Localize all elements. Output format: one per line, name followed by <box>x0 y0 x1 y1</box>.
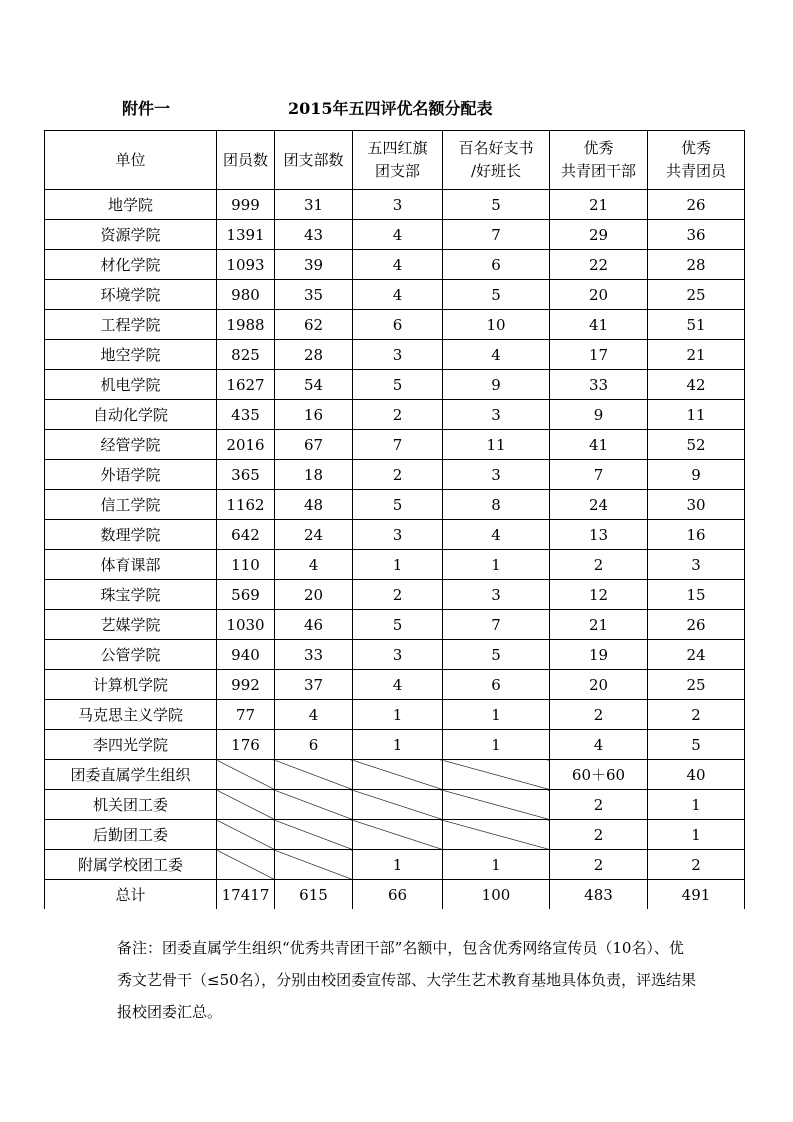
value-cell: 3 <box>353 640 443 670</box>
value-cell: 435 <box>217 400 275 430</box>
value-cell: 52 <box>648 430 745 460</box>
value-cell: 1 <box>353 730 443 760</box>
value-cell: 18 <box>275 460 353 490</box>
table-row <box>45 550 745 580</box>
column-header-line: 团员数 <box>222 150 268 169</box>
value-cell <box>275 790 353 820</box>
value-cell: 999 <box>217 190 275 220</box>
value-cell: 7 <box>443 610 550 640</box>
value-cell <box>217 850 275 880</box>
value-cell: 980 <box>217 280 275 310</box>
table-row <box>45 430 745 460</box>
value-cell: 1 <box>353 550 443 580</box>
value-cell: 1 <box>648 790 745 820</box>
value-cell: 2 <box>648 850 745 880</box>
unit-name-cell: 工程学院 <box>45 310 217 340</box>
table-row <box>45 820 745 850</box>
column-header-line: 百名好支书 <box>458 139 534 157</box>
value-cell: 2 <box>550 550 648 580</box>
column-header <box>45 131 217 190</box>
value-cell: 24 <box>550 490 648 520</box>
value-cell: 825 <box>217 340 275 370</box>
value-cell: 33 <box>550 370 648 400</box>
table-row <box>45 580 745 610</box>
table-row <box>45 280 745 310</box>
value-cell: 110 <box>217 550 275 580</box>
column-header <box>217 131 275 190</box>
value-cell: 4 <box>443 340 550 370</box>
unit-name-cell: 机电学院 <box>45 370 217 400</box>
value-cell: 615 <box>275 880 353 910</box>
unit-name-cell: 团委直属学生组织 <box>45 760 217 790</box>
value-cell: 51 <box>648 310 745 340</box>
value-cell: 1 <box>443 700 550 730</box>
value-cell: 4 <box>275 700 353 730</box>
value-cell: 569 <box>217 580 275 610</box>
value-cell: 24 <box>648 640 745 670</box>
value-cell: 1030 <box>217 610 275 640</box>
unit-name-cell: 计算机学院 <box>45 670 217 700</box>
column-header <box>550 131 648 190</box>
value-cell: 8 <box>443 490 550 520</box>
column-header <box>275 131 353 190</box>
unit-name-cell: 地学院 <box>45 190 217 220</box>
column-header-line: 五四红旗 <box>367 139 428 157</box>
value-cell: 42 <box>648 370 745 400</box>
value-cell: 5 <box>443 280 550 310</box>
value-cell <box>217 760 275 790</box>
table-row <box>45 700 745 730</box>
value-cell: 2 <box>353 460 443 490</box>
unit-name-cell: 附属学校团工委 <box>45 850 217 880</box>
quota-table <box>44 130 745 909</box>
column-header-line: 共青团干部 <box>560 162 636 180</box>
value-cell: 43 <box>275 220 353 250</box>
table-row <box>45 610 745 640</box>
table-row <box>45 730 745 760</box>
value-cell: 992 <box>217 670 275 700</box>
table-row <box>45 760 745 790</box>
table-row <box>45 520 745 550</box>
value-cell: 67 <box>275 430 353 460</box>
value-cell: 5 <box>353 370 443 400</box>
value-cell <box>353 820 443 850</box>
table-row <box>45 250 745 280</box>
value-cell: 41 <box>550 430 648 460</box>
value-cell: 36 <box>648 220 745 250</box>
value-cell: 21 <box>550 610 648 640</box>
value-cell: 3 <box>353 190 443 220</box>
value-cell: 31 <box>275 190 353 220</box>
header-row <box>45 131 745 190</box>
value-cell: 5 <box>353 610 443 640</box>
value-cell: 2 <box>550 790 648 820</box>
value-cell: 4 <box>443 520 550 550</box>
value-cell: 11 <box>443 430 550 460</box>
value-cell: 17417 <box>217 880 275 910</box>
table-body <box>45 190 745 910</box>
value-cell: 26 <box>648 610 745 640</box>
value-cell: 19 <box>550 640 648 670</box>
value-cell: 5 <box>648 730 745 760</box>
value-cell: 1391 <box>217 220 275 250</box>
table-row <box>45 400 745 430</box>
value-cell: 2016 <box>217 430 275 460</box>
value-cell: 41 <box>550 310 648 340</box>
value-cell: 54 <box>275 370 353 400</box>
value-cell <box>353 790 443 820</box>
value-cell: 4 <box>353 280 443 310</box>
value-cell: 66 <box>353 880 443 910</box>
value-cell: 26 <box>648 190 745 220</box>
value-cell: 940 <box>217 640 275 670</box>
value-cell: 17 <box>550 340 648 370</box>
value-cell: 491 <box>648 880 745 910</box>
value-cell: 7 <box>353 430 443 460</box>
value-cell: 20 <box>550 280 648 310</box>
column-header-line: 单位 <box>115 150 146 169</box>
column-header-line: 优秀 <box>680 139 711 157</box>
value-cell <box>443 790 550 820</box>
value-cell: 13 <box>550 520 648 550</box>
value-cell: 25 <box>648 670 745 700</box>
value-cell: 5 <box>443 640 550 670</box>
value-cell: 21 <box>648 340 745 370</box>
value-cell: 1 <box>443 850 550 880</box>
value-cell: 60＋60 <box>550 760 648 790</box>
value-cell: 1093 <box>217 250 275 280</box>
value-cell: 3 <box>353 520 443 550</box>
value-cell: 15 <box>648 580 745 610</box>
table-row <box>45 370 745 400</box>
value-cell <box>443 760 550 790</box>
value-cell: 1988 <box>217 310 275 340</box>
unit-name-cell: 机关团工委 <box>45 790 217 820</box>
value-cell: 39 <box>275 250 353 280</box>
value-cell: 365 <box>217 460 275 490</box>
value-cell: 100 <box>443 880 550 910</box>
value-cell: 10 <box>443 310 550 340</box>
unit-name-cell: 总计 <box>45 880 217 910</box>
column-header <box>443 131 550 190</box>
value-cell: 9 <box>648 460 745 490</box>
value-cell: 1162 <box>217 490 275 520</box>
value-cell: 1 <box>648 820 745 850</box>
value-cell: 1 <box>443 550 550 580</box>
value-cell: 2 <box>648 700 745 730</box>
value-cell: 6 <box>443 670 550 700</box>
value-cell: 11 <box>648 400 745 430</box>
value-cell: 28 <box>275 340 353 370</box>
table-row <box>45 670 745 700</box>
value-cell: 6 <box>443 250 550 280</box>
value-cell: 30 <box>648 490 745 520</box>
column-header-line: 优秀 <box>583 139 614 157</box>
table-row <box>45 460 745 490</box>
value-cell <box>275 820 353 850</box>
value-cell: 37 <box>275 670 353 700</box>
unit-name-cell: 体育课部 <box>45 550 217 580</box>
value-cell: 46 <box>275 610 353 640</box>
unit-name-cell: 李四光学院 <box>45 730 217 760</box>
value-cell: 4 <box>275 550 353 580</box>
value-cell: 33 <box>275 640 353 670</box>
table-row <box>45 640 745 670</box>
value-cell: 9 <box>550 400 648 430</box>
unit-name-cell: 资源学院 <box>45 220 217 250</box>
value-cell: 62 <box>275 310 353 340</box>
value-cell: 24 <box>275 520 353 550</box>
value-cell: 3 <box>648 550 745 580</box>
value-cell: 25 <box>648 280 745 310</box>
table-row <box>45 490 745 520</box>
value-cell <box>217 820 275 850</box>
value-cell: 1627 <box>217 370 275 400</box>
value-cell: 3 <box>353 340 443 370</box>
column-header-line: 共青团员 <box>665 162 726 180</box>
value-cell: 16 <box>648 520 745 550</box>
table-row <box>45 310 745 340</box>
value-cell: 2 <box>550 850 648 880</box>
value-cell: 9 <box>443 370 550 400</box>
value-cell <box>275 760 353 790</box>
value-cell <box>275 850 353 880</box>
value-cell: 5 <box>353 490 443 520</box>
column-header-line: 团支部 <box>374 162 420 180</box>
unit-name-cell: 公管学院 <box>45 640 217 670</box>
unit-name-cell: 环境学院 <box>45 280 217 310</box>
value-cell: 1 <box>443 730 550 760</box>
unit-name-cell: 外语学院 <box>45 460 217 490</box>
value-cell: 483 <box>550 880 648 910</box>
column-header-line: /好班长 <box>470 162 522 180</box>
value-cell: 2 <box>353 580 443 610</box>
value-cell: 12 <box>550 580 648 610</box>
value-cell: 22 <box>550 250 648 280</box>
value-cell: 48 <box>275 490 353 520</box>
value-cell: 16 <box>275 400 353 430</box>
value-cell: 3 <box>443 460 550 490</box>
value-cell: 2 <box>550 820 648 850</box>
value-cell: 7 <box>443 220 550 250</box>
title-row <box>0 96 793 120</box>
value-cell: 1 <box>353 700 443 730</box>
value-cell: 35 <box>275 280 353 310</box>
value-cell: 7 <box>550 460 648 490</box>
total-row <box>45 880 745 910</box>
unit-name-cell: 后勤团工委 <box>45 820 217 850</box>
value-cell: 2 <box>550 700 648 730</box>
unit-name-cell: 经管学院 <box>45 430 217 460</box>
attachment-label: 附件一 <box>122 99 171 118</box>
unit-name-cell: 数理学院 <box>45 520 217 550</box>
value-cell: 3 <box>443 580 550 610</box>
value-cell: 1 <box>353 850 443 880</box>
document-title: 2015年五四评优名额分配表 <box>288 99 493 118</box>
value-cell: 20 <box>550 670 648 700</box>
value-cell: 29 <box>550 220 648 250</box>
unit-name-cell: 信工学院 <box>45 490 217 520</box>
value-cell: 6 <box>353 310 443 340</box>
table-row <box>45 850 745 880</box>
unit-name-cell: 珠宝学院 <box>45 580 217 610</box>
unit-name-cell: 马克思主义学院 <box>45 700 217 730</box>
value-cell: 21 <box>550 190 648 220</box>
value-cell: 28 <box>648 250 745 280</box>
table-row <box>45 220 745 250</box>
value-cell: 642 <box>217 520 275 550</box>
unit-name-cell: 地空学院 <box>45 340 217 370</box>
table-row <box>45 190 745 220</box>
column-header <box>648 131 745 190</box>
table-row <box>45 340 745 370</box>
value-cell: 4 <box>550 730 648 760</box>
unit-name-cell: 艺媒学院 <box>45 610 217 640</box>
value-cell: 40 <box>648 760 745 790</box>
column-header-line: 团支部数 <box>283 150 344 169</box>
value-cell: 4 <box>353 670 443 700</box>
value-cell: 4 <box>353 220 443 250</box>
value-cell <box>353 760 443 790</box>
value-cell: 4 <box>353 250 443 280</box>
value-cell: 77 <box>217 700 275 730</box>
value-cell: 20 <box>275 580 353 610</box>
unit-name-cell: 自动化学院 <box>45 400 217 430</box>
value-cell <box>217 790 275 820</box>
value-cell: 6 <box>275 730 353 760</box>
value-cell <box>443 820 550 850</box>
value-cell: 176 <box>217 730 275 760</box>
table-row <box>45 790 745 820</box>
value-cell: 2 <box>353 400 443 430</box>
value-cell: 5 <box>443 190 550 220</box>
column-header <box>353 131 443 190</box>
value-cell: 3 <box>443 400 550 430</box>
unit-name-cell: 材化学院 <box>45 250 217 280</box>
table-header <box>45 131 745 190</box>
remark-note: 备注：团委直属学生组织“优秀共青团干部”名额中，包含优秀网络宣传员（10名）、优秀文艺骨干（≤50名），分别由校团委宣传部、大学生艺术教育基地具体负责，评选结果报校团委汇总。 <box>117 939 697 1021</box>
